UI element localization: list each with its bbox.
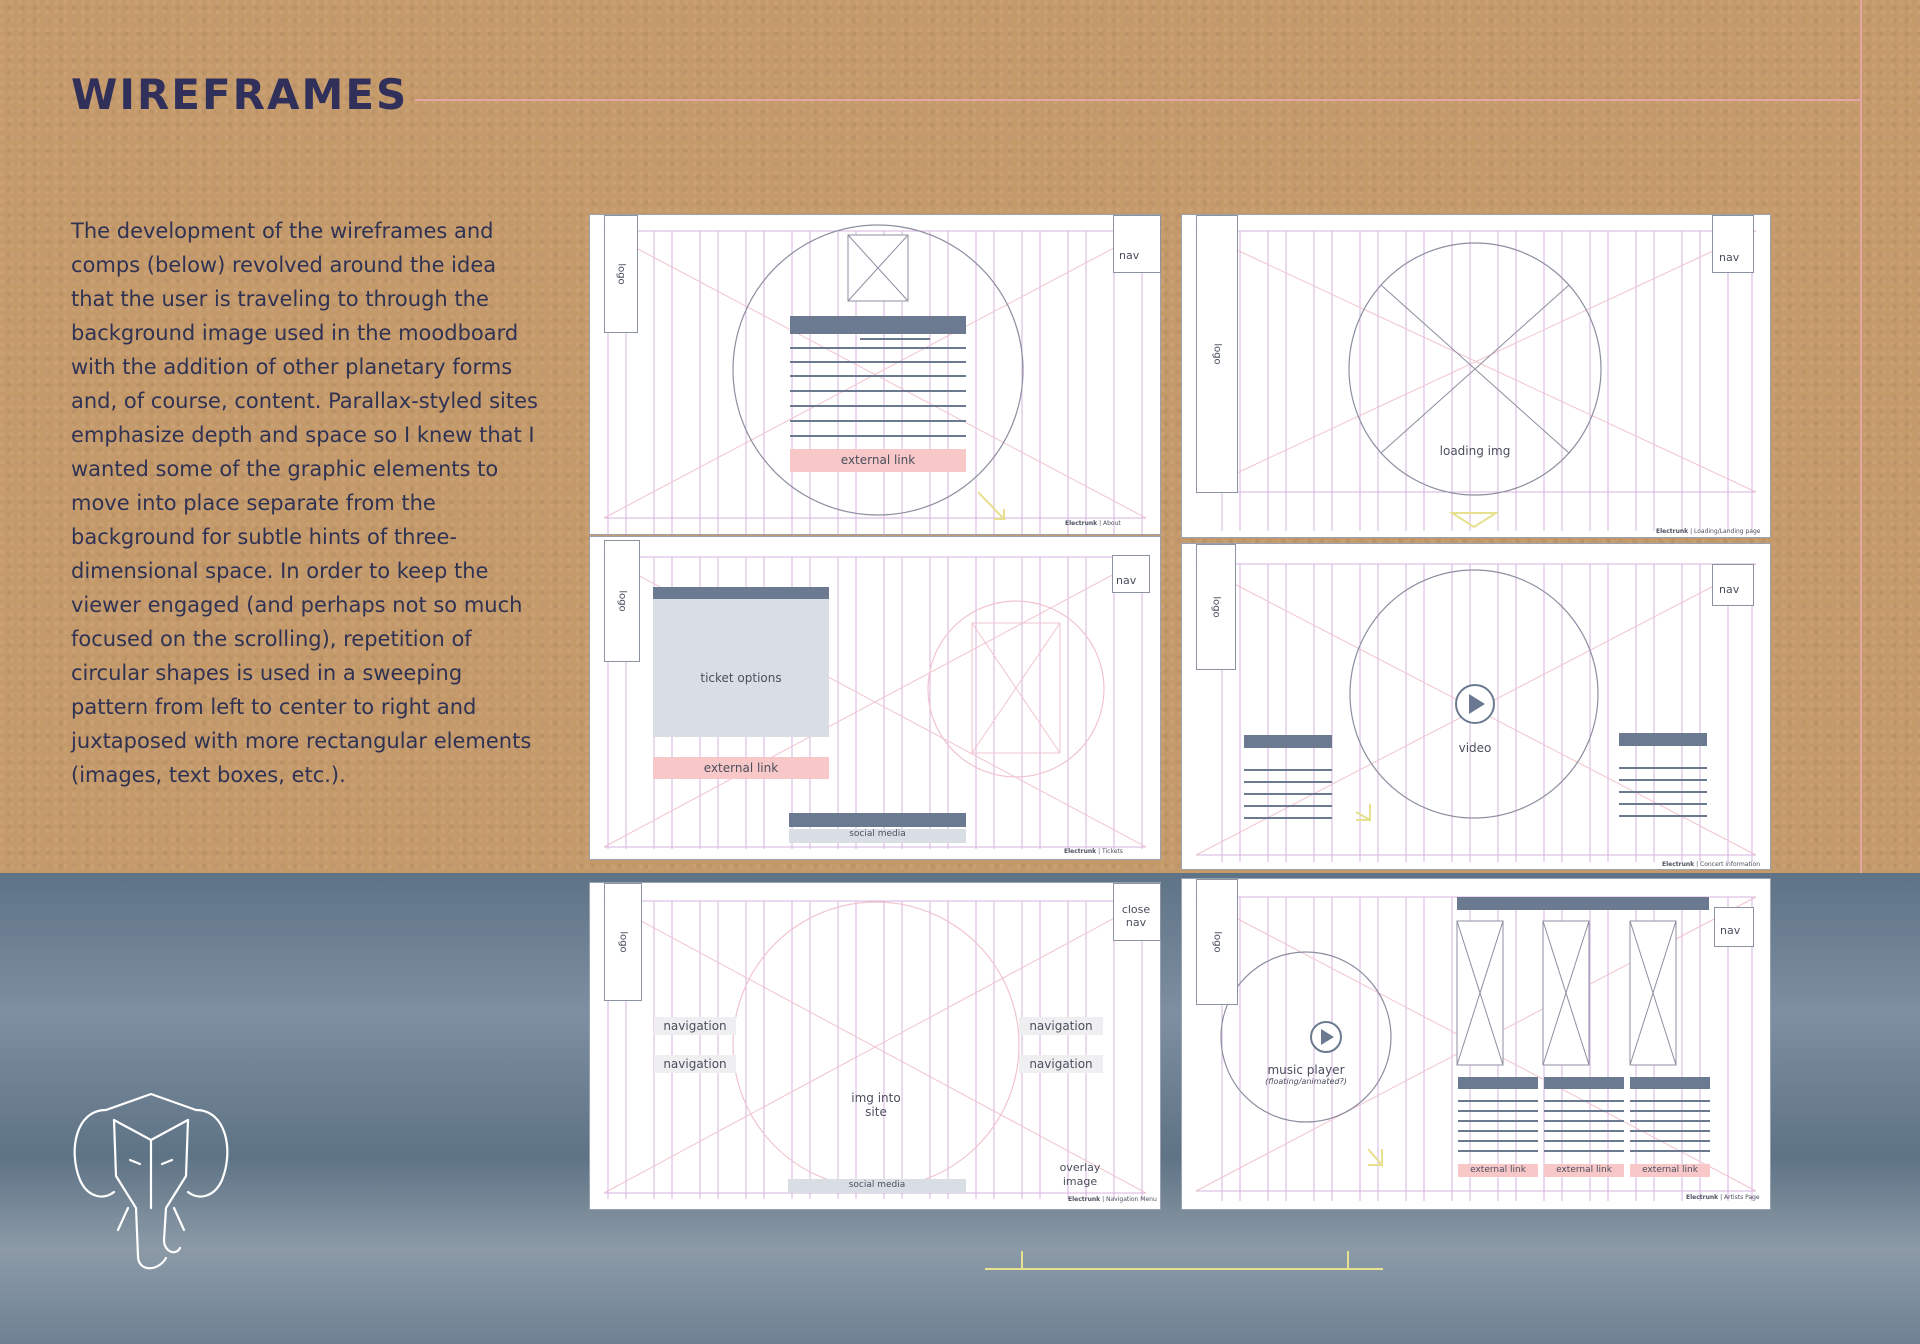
wireframe-artists: [1181, 878, 1771, 1210]
footer-brand: Electrunk | Loading/Landing page: [1656, 528, 1761, 535]
footer-brand: Electrunk | About: [1065, 520, 1121, 527]
overlay-image-label: overlay image: [1059, 1161, 1101, 1188]
side-rule: [1860, 0, 1862, 873]
logo-placeholder: logo: [1196, 879, 1238, 1005]
navigation-link-left-2[interactable]: navigation: [663, 1057, 727, 1071]
ticket-options-label[interactable]: ticket options: [700, 671, 782, 685]
nav-label: nav: [1119, 249, 1140, 262]
wireframe-tickets-sketch: [590, 537, 1160, 859]
wireframe-about: [589, 214, 1161, 535]
artist-external-link-2[interactable]: external link: [1556, 1165, 1612, 1175]
logo-placeholder: logo: [604, 215, 638, 333]
navigation-link-right-1[interactable]: navigation: [1029, 1019, 1093, 1033]
nav-label: nav: [1720, 924, 1741, 937]
music-player-label[interactable]: music player: [1267, 1063, 1345, 1077]
scroll-track-line: [985, 1268, 1383, 1270]
external-link[interactable]: external link: [703, 761, 779, 775]
navigation-link-left-1[interactable]: navigation: [663, 1019, 727, 1033]
close-nav-label: close nav: [1121, 903, 1151, 929]
logo-placeholder: logo: [1196, 544, 1236, 670]
footer-brand: Electrunk | Navigation Menu: [1068, 1196, 1157, 1203]
external-link[interactable]: external link: [840, 453, 916, 467]
social-media-bar[interactable]: social media: [848, 1180, 906, 1190]
loading-image-label: loading img: [1439, 444, 1511, 458]
wireframe-tickets: [589, 536, 1161, 860]
title-rule: [415, 99, 1860, 101]
artist-external-link-3[interactable]: external link: [1642, 1165, 1698, 1175]
wireframe-navigation-menu: [589, 882, 1161, 1210]
wireframe-concert: [1181, 543, 1771, 870]
nav-label: nav: [1116, 574, 1137, 587]
footer-brand: Electrunk | Concert information: [1662, 861, 1761, 868]
wireframe-concert-sketch: [1182, 544, 1770, 869]
nav-button[interactable]: [1113, 215, 1161, 273]
logo-placeholder: logo: [604, 540, 640, 662]
footer-brand: Electrunk | Tickets: [1064, 848, 1123, 855]
nav-label: nav: [1719, 583, 1740, 596]
navigation-link-right-2[interactable]: navigation: [1029, 1057, 1093, 1071]
scroll-tick-left: [1021, 1251, 1023, 1268]
elephant-head-icon: [66, 1080, 236, 1280]
img-into-site-label: img into site: [851, 1091, 901, 1119]
video-label: video: [1458, 741, 1492, 755]
footer-brand: Electrunk | Artists Page: [1686, 1194, 1760, 1201]
nav-button[interactable]: [1712, 215, 1754, 273]
music-player-note: (floating/animated?): [1265, 1077, 1347, 1086]
artist-external-link-1[interactable]: external link: [1470, 1165, 1526, 1175]
scroll-tick-right: [1347, 1251, 1349, 1268]
wireframe-landing: [1181, 214, 1771, 538]
logo-placeholder: logo: [604, 883, 642, 1001]
wireframe-artists-sketch: [1182, 879, 1770, 1209]
intro-paragraph: The development of the wireframes and comps (below) revolved around the idea that the user is traveling to through the background image used in the moodboard with the addition of other planetary forms and, of course, content. Parallax-styled sites emphasize depth and space so I knew that I wanted some of the graphic elements to move into place separate from the background for subtle hints of three-dimensional space. In order to keep the viewer engaged (and perhaps not so much focused on the scrolling), repetition of circular shapes is used in a sweeping pattern from left to center to right and juxtaposed with more rectangular elements (images, text boxes, etc.).: [71, 219, 538, 787]
page-title: WIREFRAMES: [71, 70, 409, 119]
nav-label: nav: [1719, 251, 1740, 264]
wireframe-landing-sketch: [1182, 215, 1770, 537]
logo-placeholder: logo: [1196, 215, 1238, 493]
wireframe-about-sketch: [590, 215, 1160, 534]
social-media-bar[interactable]: social media: [849, 829, 906, 839]
